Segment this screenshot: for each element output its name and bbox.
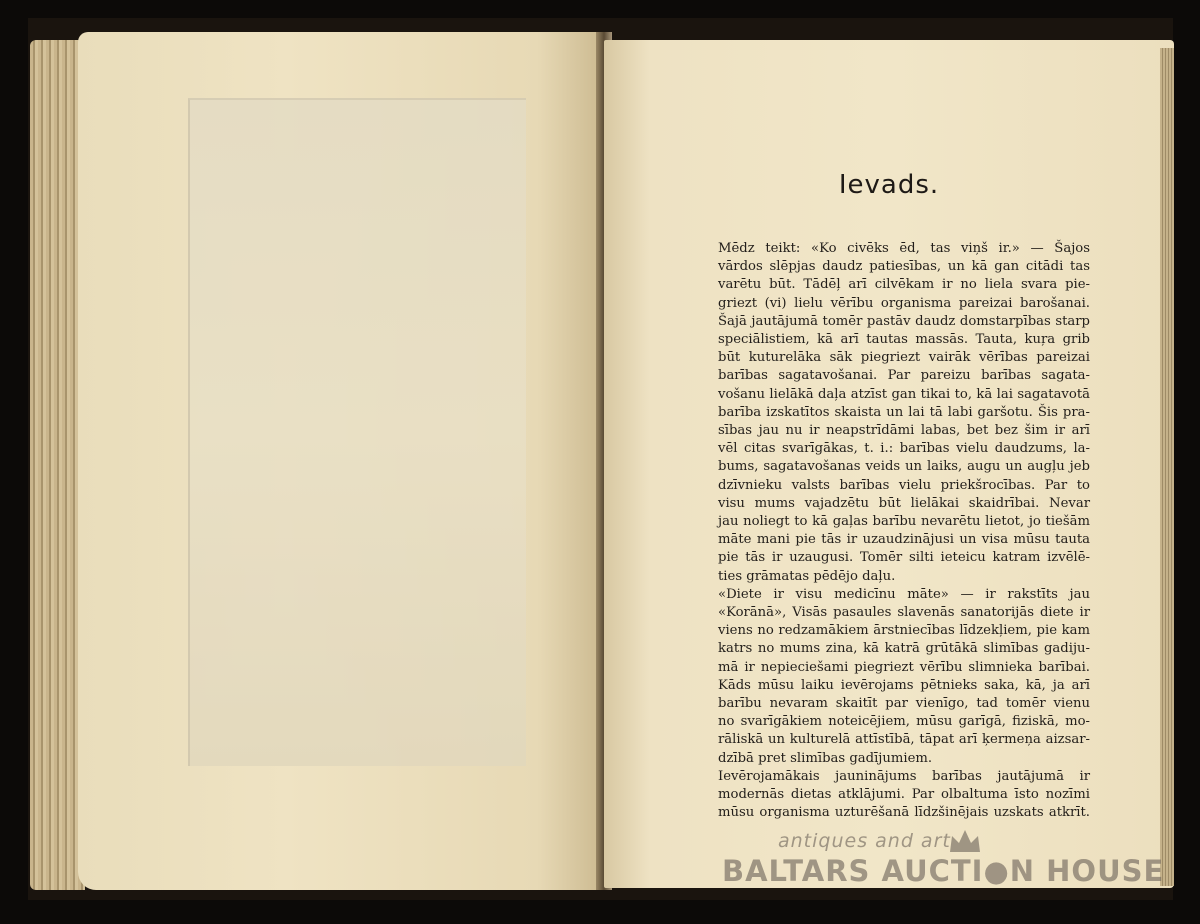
text-line: bums, sagatavošanas veids un laiks, augu un augļu jeb: [718, 459, 1090, 475]
text-line: Mēdz teikt: «Ko civēks ēd, tas viņš ir.» — Šajos: [718, 241, 1090, 256]
text-line: būt kuturelāka sāk piegriezt vairāk vērības pareizai: [718, 350, 1090, 366]
paragraph-3: [676, 768, 1090, 823]
text-line: rāliskā un kulturelā attīstībā, tāpat arī ķermeņa aizsar-: [718, 732, 1090, 748]
text-line: modernās dietas atklājumi. Par olbaltuma īsto nozīmi: [718, 787, 1090, 803]
text-line: vošanu lielākā daļa atzīst gan tikai to, kā lai sagatavotā: [718, 386, 1090, 402]
watermark-name: BALTARS AUCTI●N HOUSE: [722, 854, 1165, 888]
watermark-tagline: antiques and art: [778, 830, 951, 852]
text-line: ties grāmatas pēdējo daļu.: [718, 568, 896, 584]
text-line: barība izskatītos skaista un lai tā labi garšotu. Šis pra-: [718, 404, 1090, 420]
text-line: māte mani pie tās ir uzaudzinājusi un visa mūsu tauta: [718, 532, 1090, 548]
text-line: «Korānā», Visās pasaules slavenās sanatorijās diete ir: [718, 605, 1090, 621]
text-line: vēl citas svarīgākas, t. i.: barības vielu daudzums, la-: [718, 441, 1090, 457]
text-line: barību nevaram skaitīt par vienīgo, tad tomēr vienu: [718, 696, 1090, 712]
paragraph-2: [676, 586, 1090, 768]
text-line: Šajā jautājumā tomēr pastāv daudz domstarpības starp: [718, 313, 1090, 329]
text-line: sības jau nu ir neapstrīdāmi labas, bet bez šim ir arī: [718, 423, 1090, 439]
text-line: mā ir nepieciešami piegriezt vērību slimnieka barībai.: [718, 659, 1090, 675]
text-line: Ievērojamākais jauninājums barības jautājumā ir: [718, 768, 1090, 784]
text-line: Kāds mūsu laiku ievērojams pētnieks saka, kā, ja arī: [718, 677, 1090, 693]
text-line: dzīvnieku valsts barības vielu priekšrocības. Par to: [718, 477, 1090, 493]
text-line: jau noliegt to kā gaļas barību nevarētu lietot, jo tiešām: [718, 514, 1090, 530]
text-line: viens no redzamākiem ārstniecības līdzekļiem, pie kam: [718, 623, 1090, 639]
text-line: barības sagatavošanai. Par pareizu barības sagata-: [718, 368, 1090, 384]
text-line: katrs no mums zina, kā katrā grūtākā slimības gadiju-: [718, 641, 1090, 657]
paragraph-1: [676, 240, 1090, 586]
left-page-edges: [30, 40, 85, 890]
text-line: vārdos slēpjas daudz patiesības, un kā gan citādi tas: [718, 259, 1090, 275]
chapter-heading: Ievads.: [838, 170, 940, 200]
text-line: no svarīgākiem noteicējiem, mūsu garīgā, fiziskā, mo-: [718, 714, 1090, 730]
text-line: griezt (vi) lielu vērību organisma pareizai barošanai.: [718, 295, 1090, 311]
left-page: [78, 32, 600, 890]
chapter-body: [676, 240, 1090, 823]
text-line: speciālistiem, kā arī tautas massās. Tauta, kuŗa grib: [718, 332, 1090, 348]
faded-plate-imprint: [188, 98, 526, 766]
text-line: visu mums vajadzētu būt lielākai skaidrībai. Nevar: [718, 495, 1090, 511]
text-line: pie tās ir uzaugusi. Tomēr silti ieteicu katram izvēlē-: [718, 550, 1090, 566]
text-line: «Diete ir visu medicīnu māte» — ir rakstīts jau: [718, 586, 1090, 602]
text-line: mūsu organisma uzturēšanā līdzšinējais uzskats atkrīt.: [718, 805, 1090, 821]
text-line: dzībā pret slimības gadījumiem.: [718, 750, 933, 766]
text-line: varētu būt. Tādēļ arī cilvēkam ir no liela svara pie-: [718, 277, 1090, 293]
